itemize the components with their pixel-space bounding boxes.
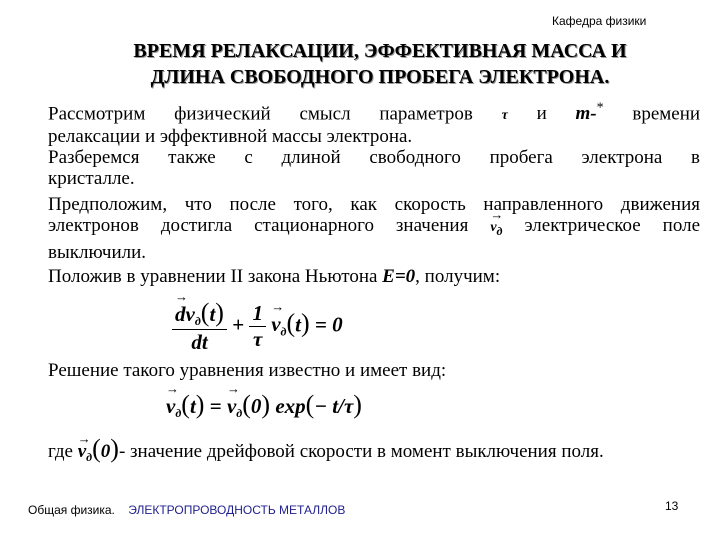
- drift-velocity-symbol: → vд: [490, 220, 502, 235]
- paragraph-6: где → $v_д(0)-$ значение дрейфовой скорости в момент выключения поля.: [48, 438, 700, 468]
- paragraph-1-line-1: Рассмотрим физический смысл параметров τ и m-* времени: [48, 101, 701, 125]
- paragraph-3: Предположим, что после того, как скорость направленного движения электронов достигла стационарного значения → vд электрическое поле выключили.: [48, 194, 700, 263]
- paragraph-1: [48, 98, 700, 147]
- title-line-1: ВРЕМЯ РЕЛАКСАЦИИ, ЭФФЕКТИВНАЯ МАССА И: [133, 40, 627, 62]
- equation-2: → $v_д(t)$ = → $v_д(0)$ exp(− t/τ): [166, 390, 362, 421]
- page-number: 13: [665, 499, 679, 513]
- title-line-2: ДЛИНА СВОБОДНОГО ПРОБЕГА ЭЛЕКТРОНА.: [150, 66, 610, 88]
- equation-1: → $\frac{dv_д(t)}{dt}$ + $\frac{1}{\tau}$ → $v_д(t) = 0$: [172, 298, 343, 355]
- m-symbol: m-: [575, 103, 597, 125]
- field-zero: E=0: [382, 266, 416, 287]
- footer: [28, 503, 345, 517]
- footer-course: Общая физика.: [28, 503, 115, 517]
- department-label: Кафедра физики: [552, 14, 647, 28]
- paragraph-2: Разберемся также с длиной свободного пробега электрона в кристалле.: [48, 147, 700, 189]
- paragraph-5: Решение такого уравнения известно и имеет вид:: [48, 360, 447, 381]
- paragraph-1-line-2: релаксации и эффективной массы электрона.: [48, 126, 413, 148]
- slide-title: [60, 38, 700, 90]
- paragraph-4: Положив в уравнении II закона Ньютона E=0, получим:: [48, 266, 501, 287]
- tau-symbol: τ: [501, 108, 508, 124]
- initial-drift-velocity: → $v_д(0)$: [78, 441, 119, 462]
- footer-topic: ЭЛЕКТРОПРОВОДНОСТЬ МЕТАЛЛОВ: [128, 503, 346, 517]
